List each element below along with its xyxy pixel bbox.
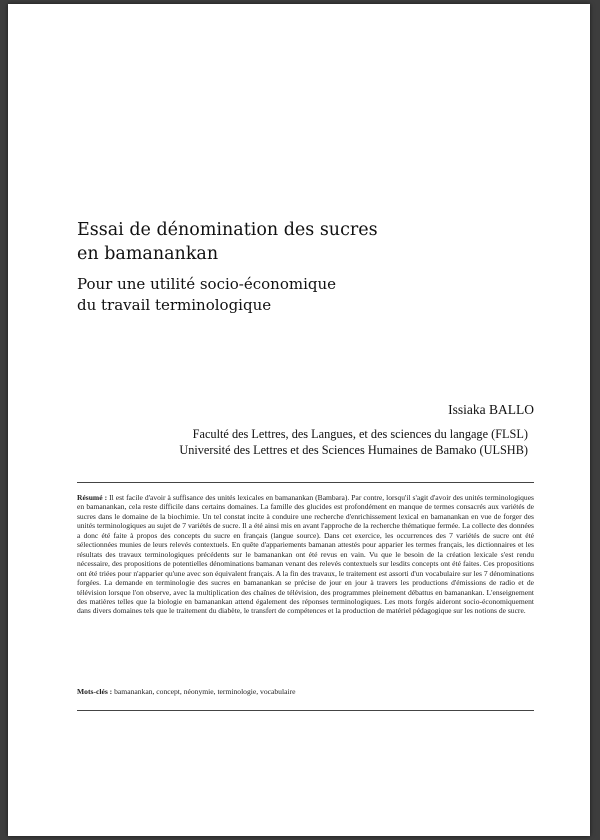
subtitle-line-2: du travail terminologique <box>77 295 272 314</box>
paper-page <box>8 4 590 836</box>
author-name: Issiaka BALLO <box>448 402 534 417</box>
abstract-text: Il est facile d'avoir à suffisance des unités lexicales en bamanankan (Bambara). Par contre, lorsqu'il s'agit d'avoir des unités terminologiques en bamanankan, cela reste difficile dans certains domaines. La famille des glucides est profondément en manque de termes consacrés aux variétés de sucres dans le domaine de la biochimie. Un tel constat incite à conduire une recherche d'enrichissement lexical en bamanankan en vue de forger des unités terminologiques au sujet de 7 variétés de sucre. Il a été ainsi mis en avant l'approche de la recherche thématique fermée. La collecte des données a donc été faite à propos des concepts du sucre en français (langue source). Dans cet exercice, les occurrences des 7 variétés de sucre ont été sélectionnées munies de leurs relevés contextuels. En quête d'appariements bamanan attestés pour apparier les termes français, les dictionnaires et les résultats des travaux terminologiques précédents sur le bamanankan ont été revus en vain. Vu que le besoin de la création lexicale s'est rendu nécessaire, des propositions de potentielles dénominations bamanan venant des relevés contextuels sur lesdits concepts ont été faites. Ces propositions ont été triées pour n'apparier qu'une avec son équivalent français. A la fin des travaux, le traitement est assorti d'un vocabulaire sur les 7 dénominations forgées. La demande en terminologie des sucres en bamanankan se précise de jour en jour à travers les productions d'émissions de radio et de télévision lorsque l'on observe, avec la multiplication des chaînes de télévision, des programmes pleinement débattus en bamanankan. L'enseignement des matières telles que la biologie en bamanankan attend également des réponses terminologiques. Les mots forgés aideront socio-économiquement dans divers domaines tels que le traitement du diabète, le transfert de compétences et la production de matériel pédagogique sur les notions de sucre. <box>77 493 534 616</box>
abstract <box>77 493 534 616</box>
keywords-text: bamanankan, concept, néonymie, terminologie, vocabulaire <box>114 687 296 696</box>
abstract-bottom-rule <box>77 710 534 711</box>
affiliation-line-2: Université des Lettres et des Sciences Humaines de Bamako (ULSHB) <box>179 443 528 457</box>
abstract-label: Résumé : <box>77 493 108 502</box>
keywords-label: Mots-clés : <box>77 687 113 696</box>
subtitle-line-1: Pour une utilité socio-économique <box>77 275 337 293</box>
paper-title <box>77 218 497 266</box>
title-line-1: Essai de dénomination des sucres <box>77 220 378 240</box>
abstract-top-rule <box>77 482 534 483</box>
affiliation-line-1: Faculté des Lettres, des Langues, et des sciences du langage (FLSL) <box>192 427 528 441</box>
title-line-2: en bamanankan <box>77 244 219 264</box>
paper-subtitle <box>77 274 497 315</box>
author-affiliation <box>179 426 528 458</box>
keywords <box>77 687 534 697</box>
